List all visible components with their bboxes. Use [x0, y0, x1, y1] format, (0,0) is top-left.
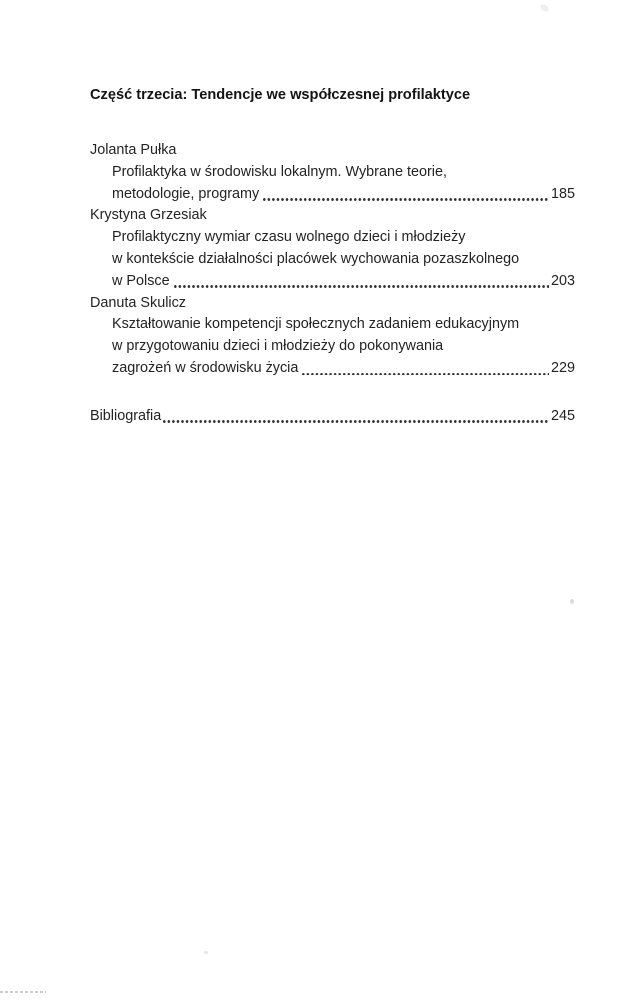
page-number: 203 — [550, 272, 575, 289]
toc-entry-title-line: w przygotowaniu dzieci i młodzieży do pokonywania — [112, 338, 444, 355]
bibliography-entry — [90, 406, 575, 428]
scan-artifact-speck — [570, 599, 574, 604]
scan-artifact-speck — [204, 951, 208, 954]
toc-entry-title-line: Profilaktyczny wymiar czasu wolnego dzieci i młodzieży — [112, 229, 466, 246]
toc-entry-author: Jolanta Pułka — [90, 142, 177, 158]
toc-entry-author: Krystyna Grzesiak — [90, 207, 207, 224]
toc-entry-author: Danuta Skulicz — [90, 294, 186, 311]
table-of-contents — [90, 140, 575, 428]
toc-entry-title-line: w kontekście działalności placówek wychowania pozaszkolnego — [112, 250, 520, 267]
page-number: 185 — [550, 185, 575, 202]
dot-leader — [259, 184, 551, 206]
section-heading: Część trzecia: Tendencje we współczesnej profilaktyce — [90, 87, 471, 103]
toc-leader-line — [90, 271, 575, 293]
dot-leader — [161, 406, 551, 428]
toc-entry — [90, 293, 575, 380]
scan-artifact-smudge — [539, 3, 550, 13]
toc-entry — [90, 205, 575, 292]
page-number: 229 — [550, 359, 575, 376]
toc-entry-title-line: metodologie, programy — [112, 185, 260, 202]
toc-leader-line — [90, 184, 575, 206]
toc-entry-title-line: w Polsce — [112, 272, 170, 289]
page-number: 245 — [550, 407, 575, 424]
toc-entry-title-line: Profilaktyka w środowisku lokalnym. Wybrane teorie, — [112, 163, 447, 180]
toc-entry-title-line: Kształtowanie kompetencji społecznych zadaniem edukacyjnym — [112, 316, 520, 333]
toc-entry-title-line: zagrożeń w środowisku życia — [112, 359, 299, 376]
dot-leader — [170, 271, 551, 293]
toc-leader-line — [90, 358, 575, 380]
toc-entry — [90, 140, 575, 205]
dot-leader — [298, 358, 551, 380]
scan-artifact-dash — [0, 991, 46, 993]
bibliography-label: Bibliografia — [90, 407, 162, 424]
